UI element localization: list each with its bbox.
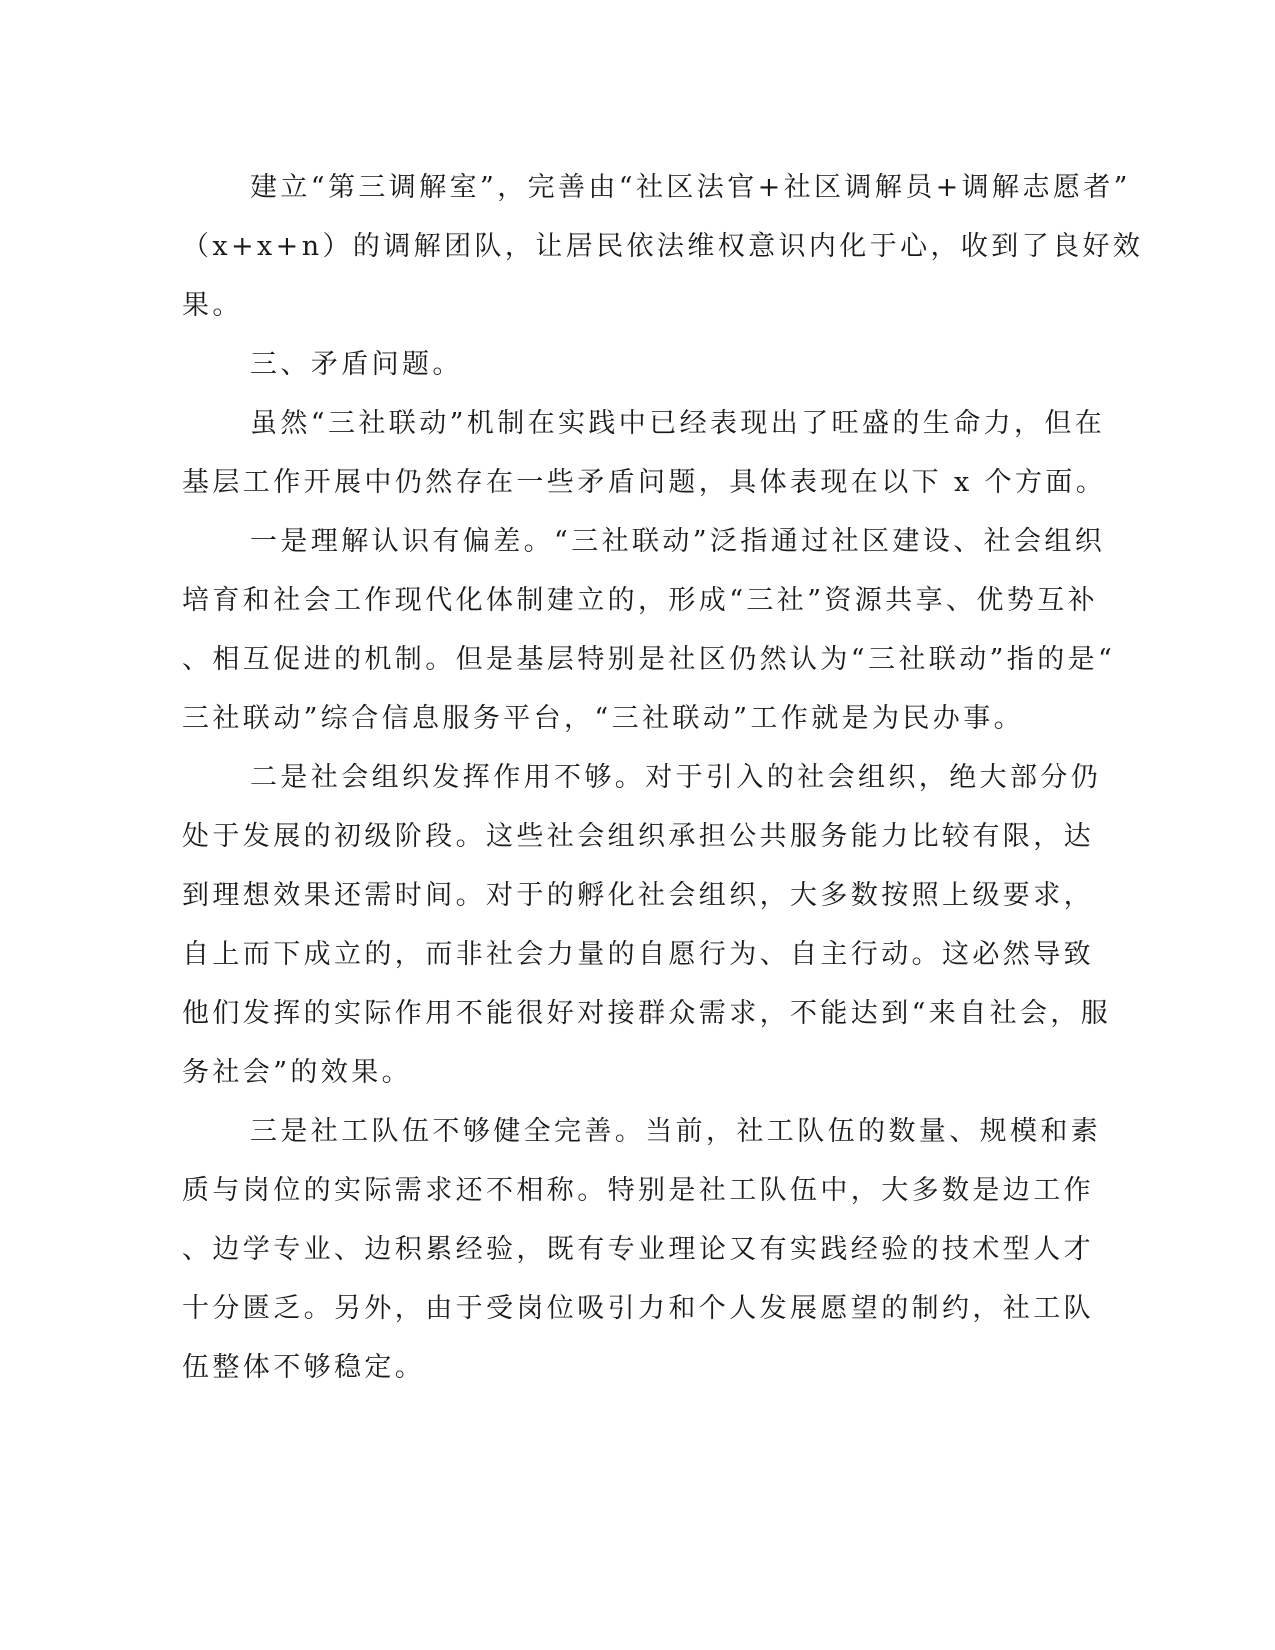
paragraph-line: 、相互促进的机制。但是基层特别是社区仍然认为“三社联动”指的是“: [182, 644, 1116, 675]
paragraph-line: 基层工作开展中仍然存在一些矛盾问题，具体表现在以下 x 个方面。: [182, 467, 1107, 498]
section-heading: 三、矛盾问题。: [250, 349, 463, 380]
document-body: [182, 158, 1144, 1397]
paragraph-line: 虽然“三社联动”机制在实践中已经表现出了旺盛的生命力，但在: [250, 408, 1106, 439]
paragraph-line: 二是社会组织发挥作用不够。对于引入的社会组织，绝大部分仍: [250, 762, 1102, 793]
paragraph-line: 质与岗位的实际需求还不相称。特别是社工队伍中，大多数是边工作: [182, 1175, 1094, 1206]
paragraph-line: 伍整体不够稳定。: [182, 1352, 426, 1383]
paragraph-line: 三社联动”综合信息服务平台，“三社联动”工作就是为民办事。: [182, 703, 1025, 734]
paragraph-line: 务社会”的效果。: [182, 1057, 413, 1088]
paragraph-line: 到理想效果还需时间。对于的孵化社会组织，大多数按照上级要求，: [182, 880, 1094, 911]
paragraph-line: 果。: [182, 290, 243, 321]
paragraph-line: 三是社工队伍不够健全完善。当前，社工队伍的数量、规模和素: [250, 1116, 1102, 1147]
paragraph-line: 处于发展的初级阶段。这些社会组织承担公共服务能力比较有限，达: [182, 821, 1094, 852]
paragraph-line: 一是理解认识有偏差。“三社联动”泛指通过社区建设、社会组织: [250, 526, 1106, 557]
paragraph-line: 自上而下成立的，而非社会力量的自愿行为、自主行动。这必然导致: [182, 939, 1094, 970]
paragraph-line: 培育和社会工作现代化体制建立的，形成“三社”资源共享、优势互补: [182, 585, 1099, 616]
paragraph-line: 十分匮乏。另外，由于受岗位吸引力和个人发展愿望的制约，社工队: [182, 1293, 1094, 1324]
paragraph-line: 他们发挥的实际作用不能很好对接群众需求，不能达到“来自社会，服: [182, 998, 1112, 1029]
paragraph-line: 、边学专业、边积累经验，既有专业理论又有实践经验的技术型人才: [182, 1234, 1094, 1265]
paragraph-line: （x+x+n）的调解团队，让居民依法维权意识内化于心，收到了良好效: [182, 231, 1144, 262]
paragraph-line: 建立“第三调解室”，完善由“社区法官+社区调解员+调解志愿者”: [250, 172, 1131, 203]
